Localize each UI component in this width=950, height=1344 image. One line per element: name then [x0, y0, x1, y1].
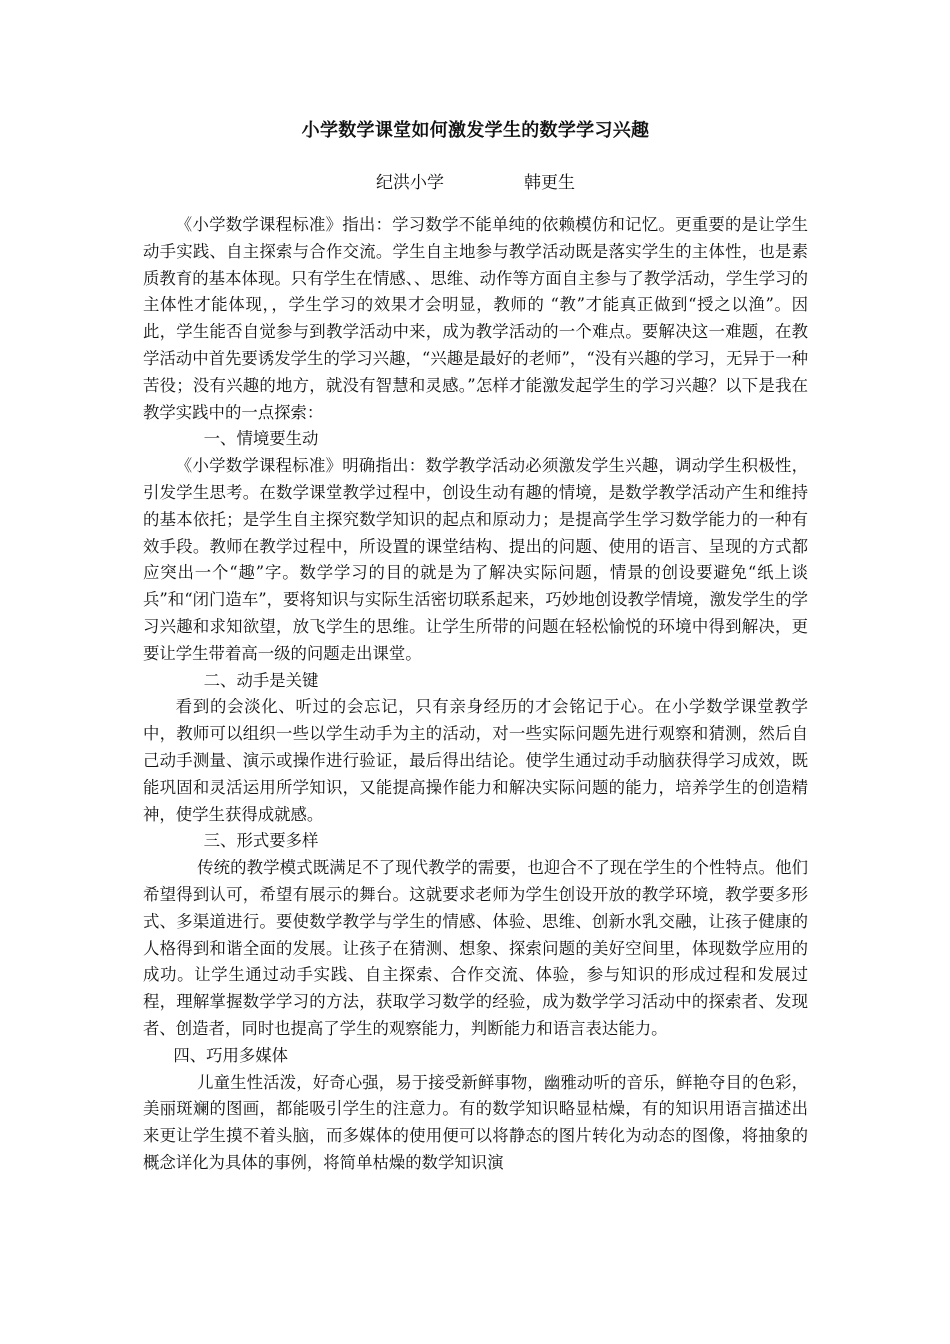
section-heading-2: 二、动手是关键 — [203, 670, 319, 690]
intro-paragraph: 《小学数学课程标准》指出：学习数学不能单纯的依赖模仿和记忆。更重要的是让学生动手实践、自主探索与合作交流。学生自主地参与教学活动既是落实学生的主体性，也是素质教育的基本体现。只有学生在情感、、思维、动作等方面自主参与了教学活动，学生学习的主体性才能体现，，学生学习的效果才会明显，教师的 “教”才能真正做到“授之以渔”。因此，学生能否自觉参与到教学活动中来，成为教学活动的一个难点。要解决这一难题，在教学活动中首先要诱发学生的学习兴趣，“兴趣是最好的老师”，“没有兴趣的学习，无异于一种苦役；没有兴趣的地方，就没有智慧和灵感。”怎样才能激发起学生的学习兴趣？以下是我在教学实践中的一点探索： — [143, 215, 808, 422]
document-page — [143, 116, 808, 1177]
section-body-4: 儿童生性活泼，好奇心强，易于接受新鲜事物，幽雅动听的音乐，鲜艳夺目的色彩，美丽斑斓的图画，都能吸引学生的注意力。有的数学知识略显枯燥，有的知识用语言描述出来更让学生摸不着头脑，而多媒体的使用便可以将静态的图片转化为动态的图像，将抽象的概念详化为具体的事例，将简单枯燥的数学知识演 — [143, 1072, 808, 1172]
document-title: 小学数学课堂如何激发学生的数学学习兴趣 — [301, 120, 650, 141]
section-body-1: 《小学数学课程标准》明确指出：数学教学活动必须激发学生兴趣，调动学生积极性，引发学生思考。在数学课堂教学过程中，创设生动有趣的情境，是数学教学活动产生和维持的基本依托；是学生自主探究数学知识的起点和原动力；是提高学生学习数学能力的一种有效手段。教师在教学过程中，所设置的课堂结构、提出的问题、使用的语言、呈现的方式都应突出一个“趣”字。数学学习的目的就是为了解决实际问题，情景的创设要避免“纸上谈兵”和“闭门造车”，要将知识与实际生活密切联系起来，巧妙地创设教学情境，激发学生的学习兴趣和求知欲望，放飞学生的思维。让学生所带的问题在轻松愉悦的环境中得到解决，更要让学生带着高一级的问题走出课堂。 — [143, 456, 808, 663]
section-heading-4: 四、巧用多媒体 — [173, 1045, 289, 1065]
school-name: 纪洪小学 — [376, 173, 444, 193]
section-body-3: 传统的教学模式既满足不了现代教学的需要，也迎合不了现在学生的个性特点。他们希望得到认可，希望有展示的舞台。这就要求老师为学生创设开放的教学环境，教学要多形式、多渠道进行。要使数学教学与学生的情感、体验、思维、创新水乳交融，让孩子健康的人格得到和谐全面的发展。让孩子在猜测、想象、探索问题的美好空间里，体现数学应用的成功。让学生通过动手实践、自主探索、合作交流、体验，参与知识的形成过程和发展过程，理解掌握数学学习的方法，获取学习数学的经验，成为数学学习活动中的探索者、发现者、创造者，同时也提高了学生的观察能力，判断能力和语言表达能力。 — [143, 858, 808, 1038]
section-body-2: 看到的会淡化、听过的会忘记，只有亲身经历的才会铭记于心。在小学数学课堂教学中，教师可以组织一些以学生动手为主的活动，对一些实际问题先进行观察和猜测，然后自己动手测量、演示或操作进行验证，最后得出结论。使学生通过动手动脑获得学习成效，既能巩固和灵活运用所学知识，又能提高操作能力和解决实际问题的能力，培养学生的创造精神，使学生获得成就感。 — [143, 697, 808, 824]
byline — [143, 168, 808, 198]
author-name: 韩更生 — [524, 173, 575, 193]
section-heading-1: 一、情境要生动 — [203, 429, 319, 449]
section-heading-3: 三、形式要多样 — [203, 831, 319, 851]
